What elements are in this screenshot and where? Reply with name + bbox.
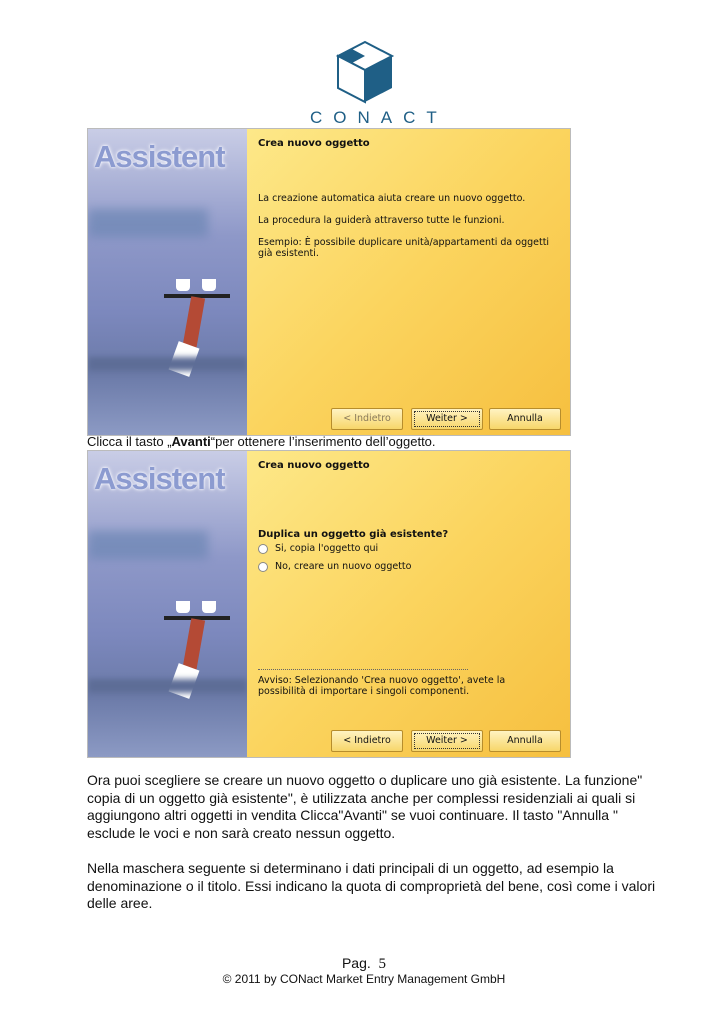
radio-label: Si, copia l'oggetto qui	[275, 543, 379, 554]
cancel-button[interactable]: Annulla	[489, 408, 561, 430]
conact-logo	[300, 38, 448, 133]
next-button[interactable]: Weiter >	[411, 730, 483, 752]
wizard-screenshot-1	[87, 128, 571, 436]
info-line: La creazione automatica aiuta creare un nuovo oggetto.	[258, 193, 526, 204]
page-label: Pag.	[341, 955, 371, 971]
paragraph: Ora puoi scegliere se creare un nuovo oggetto o duplicare uno già esistente. La funzione" copia di un oggetto già esistente", è utilizzata anche per complessi residenziali ai quali si aggiungono altri oggetti in vendita Clicca"Avanti" se vuoi continuare. Il tasto "Annulla " esclude le voci e non sarà creato nessun oggetto.	[87, 772, 643, 841]
copyright: © 2011 by CONact Market Entry Management GmbH	[222, 972, 506, 986]
wizard-panel	[247, 451, 570, 757]
back-button[interactable]: < Indietro	[331, 408, 403, 430]
back-button[interactable]: < Indietro	[331, 730, 403, 752]
caption	[87, 434, 436, 449]
radio-copy-existing[interactable]	[258, 543, 378, 554]
assistant-image	[88, 129, 247, 435]
question: Duplica un oggetto già esistente?	[258, 529, 449, 540]
info-line: La procedura la guiderà attraverso tutte le funzioni.	[258, 215, 505, 226]
info-line: Esempio: È possibile duplicare unità/appartamenti da oggetti già esistenti.	[258, 237, 550, 259]
wizard-panel	[247, 129, 570, 435]
divider	[258, 669, 468, 670]
cancel-button[interactable]: Annulla	[489, 730, 561, 752]
sidebar-title: Assistent	[94, 461, 225, 496]
wizard-heading: Crea nuovo oggetto	[258, 138, 370, 149]
radio-icon[interactable]	[258, 544, 268, 554]
radio-icon[interactable]	[258, 562, 268, 572]
next-button[interactable]: Weiter >	[411, 408, 483, 430]
caption-suffix: “per ottenere l’inserimento dell’oggetto.	[210, 434, 436, 449]
page-number	[0, 955, 728, 973]
logo-text: CONACT	[310, 108, 448, 127]
wizard-heading: Crea nuovo oggetto	[258, 460, 370, 471]
caption-bold: Avanti	[171, 434, 211, 449]
radio-create-new[interactable]	[258, 561, 411, 572]
radio-label: No, creare un nuovo oggetto	[275, 561, 412, 572]
wizard-screenshot-2	[87, 450, 571, 758]
notice-text: Avviso: Selezionando 'Crea nuovo oggetto', avete la possibilità di importare i singoli componenti.	[258, 675, 506, 697]
paragraph: Nella maschera seguente si determinano i dati principali di un oggetto, ad esempio la denominazione o il titolo. Essi indicano la quota di comproprietà del bene, così come i valori delle aree.	[87, 860, 656, 911]
caption-prefix: Clicca il tasto „	[87, 434, 172, 449]
assistant-image	[88, 451, 247, 757]
cube-logo-icon	[330, 38, 400, 106]
page-number-value: 5	[378, 956, 387, 972]
sidebar-title: Assistent	[94, 139, 225, 174]
